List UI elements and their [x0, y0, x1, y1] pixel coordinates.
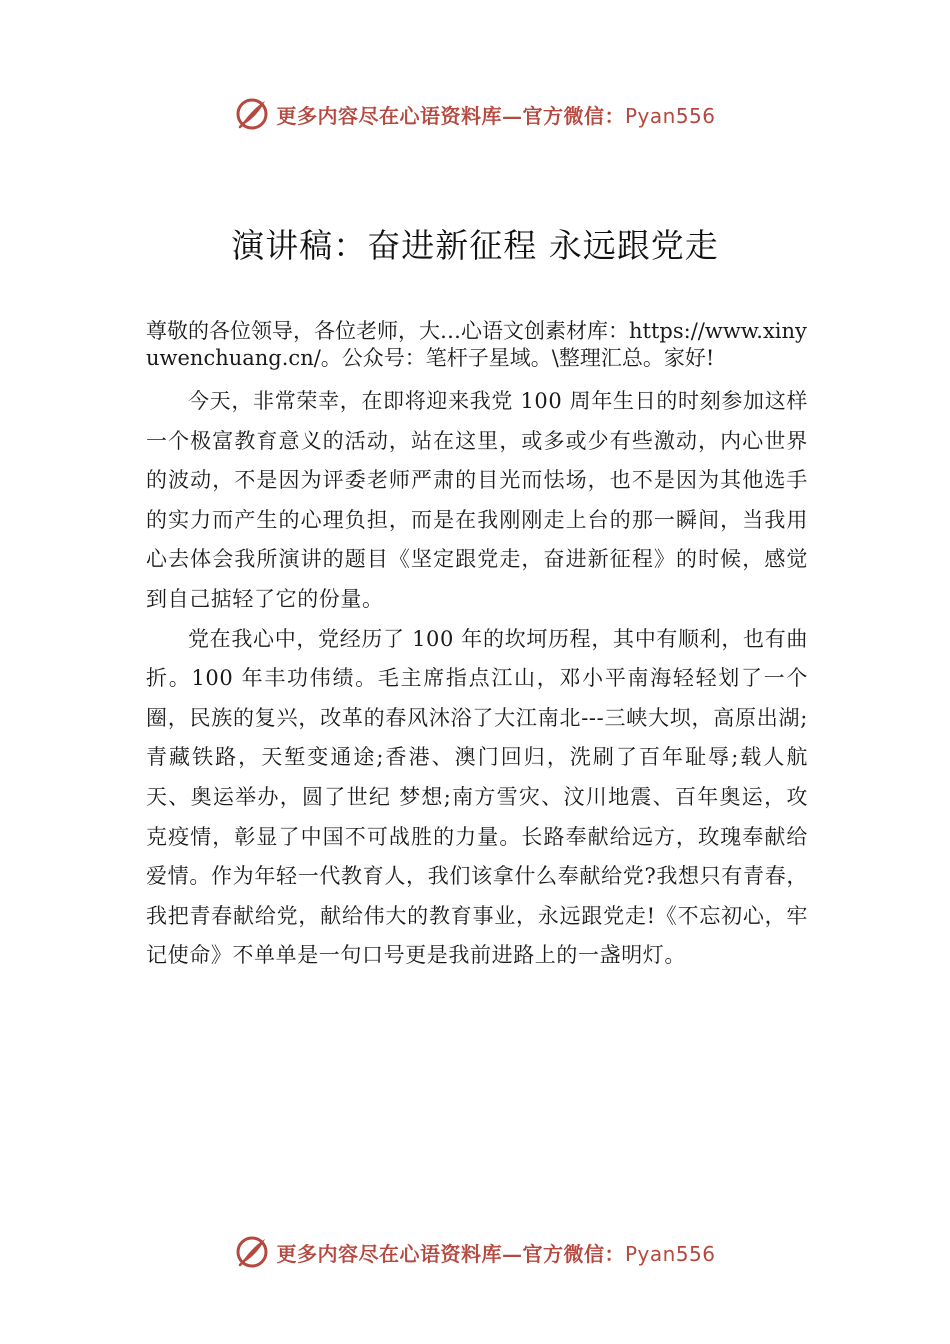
footer-banner	[0, 1232, 950, 1272]
paragraph-1: 今天，非常荣幸，在即将迎来我党 100 周年生日的时刻参加这样一个极富教育意义的活动，站在这里，或多或少有些激动，内心世界的波动，不是因为评委老师严肃的目光而怯场，也不是因为其他选手的实力而产生的心理负担，而是在我刚刚走上台的那一瞬间，当我用心去体会我所演讲的题目《坚定跟党走，奋进新征程》的时候，感觉到自己掂轻了它的份量。	[146, 389, 808, 611]
wechat-id: Pyan556	[624, 1241, 716, 1266]
banner-text: 更多内容尽在心语资料库—官方微信：Pyan556	[276, 1241, 716, 1266]
quill-logo-icon	[234, 1234, 270, 1270]
wechat-id: Pyan556	[624, 103, 716, 128]
salutation: 尊敬的各位领导，各位老师，大…心语文创素材库：https://www.xinyuwenchuang.cn/。公众号：笔杆子星域。\整理汇总。家好!	[146, 319, 807, 370]
document-body	[146, 318, 808, 976]
paragraph-2: 党在我心中，党经历了 100 年的坎坷历程，其中有顺利，也有曲折。100 年丰功伟绩。毛主席指点江山，邓小平南海轻轻划了一个圈，民族的复兴，改革的春风沐浴了大江南北---三峡大坝，高原出湖;青藏铁路，天堑变通途;香港、澳门回归，洗刷了百年耻辱;载人航天、奥运举办，圆了世纪 梦想;南方雪灾、汶川地震、百年奥运，攻克疫情，彰显了中国不可战胜的力量。长路奉献给远方，玫瑰奉献给爱情。作为年轻一代教育人，我们该拿什么奉献给党?我想只有青春，我把青春献给党，献给伟大的教育事业，永远跟党走!《不忘初心，牢记使命》不单单是一句口号更是我前进路上的一盏明灯。	[146, 626, 808, 968]
banner-text: 更多内容尽在心语资料库—官方微信：Pyan556	[276, 103, 716, 128]
document-title: 演讲稿：奋进新征程 永远跟党走	[231, 226, 719, 265]
header-banner	[0, 94, 950, 134]
quill-logo-icon	[234, 96, 270, 132]
